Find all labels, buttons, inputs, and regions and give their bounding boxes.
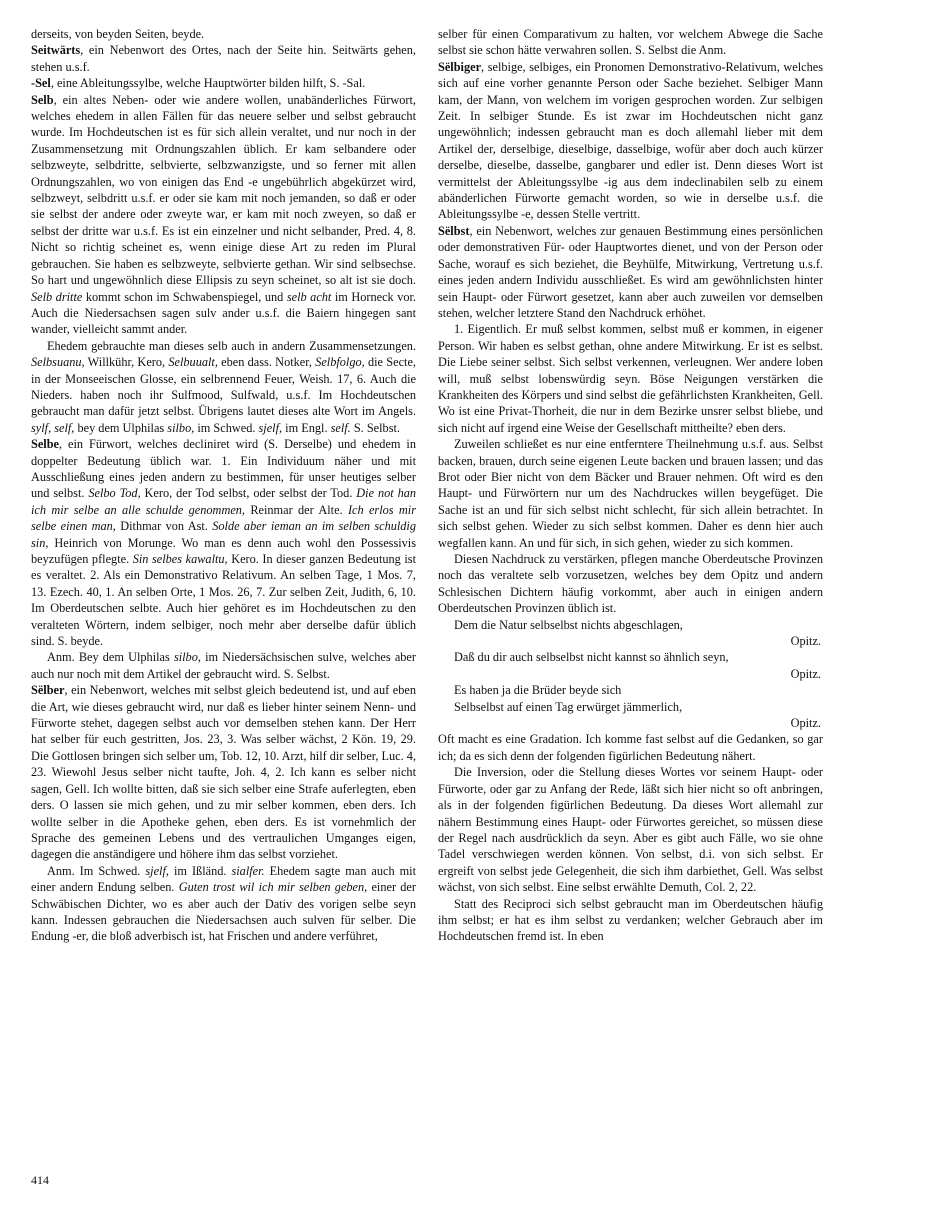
text: derseits, von beyden Seiten, beyde. — [31, 27, 205, 41]
text: bey dem Ulphilas — [74, 420, 168, 435]
entry-selbe — [31, 436, 416, 649]
verse-line: Selbselbst auf einen Tag erwürget jämmerlich, — [454, 699, 683, 714]
paragraph — [438, 26, 823, 59]
italic-quote: Die not han ich mir selbe an alle schulde genommen, — [31, 486, 417, 517]
text: Statt des Reciproci sich selbst gebraucht man im Oberdeutschen häufig ihm selbst; er hat es ihm selbst zu verdanken; welcher Gebrauch aber im Hochdeutschen fremd ist. In eben — [438, 896, 823, 944]
paragraph — [31, 26, 416, 42]
italic-quote: Sin selbes kawaltu, — [132, 552, 228, 566]
paragraph — [438, 896, 823, 945]
right-column — [438, 26, 823, 945]
italic-quote: silbo, — [167, 420, 195, 435]
verse-attribution: Opitz. — [790, 666, 821, 681]
italic-quote: Selb dritte — [31, 289, 83, 304]
text: im Niedersächsischen sulve, welches aber auch nur noch mit dem Artikel der gebraucht wird. S. Selbst. — [31, 650, 416, 681]
paragraph — [31, 863, 416, 945]
entry-text: Kero. In dieser ganzen Bedeutung ist es veraltet. 2. Als ein Demonstrativo Relativum. An selben Tage, 1 Mos. 7, 13. Ezech. 40, 1. An selben Orte, 1 Mos. 26, 7. Zur selben Zeit, Judith, 6, 10. Im Oberdeutschen selbte. Auch hier gehöret es im Hochdeutschen zu den veralteten Wörtern, indem selbiger, noch mehr aber derselbe dafür üblich sind. S. beyde. — [31, 552, 417, 649]
text: 1. Eigentlich. Er muß selbst kommen, selbst muß er kommen, in eigener Person. Wir haben es selbst gethan, ohne andere Mitwirkung. Er ist es selbst. Die Liebe seiner selbst. Sich selbst verkennen, verleugnen. Wer andere loben will, muß selbst lobenswürdig seyn. Böse Neigungen verstärken die Krankheiten des Körpers und sind selbst die gefährlichsten Krankheiten, Gell. Wo ist eine Privat-Thorheit, die nur in dem Bezirke unsrer selbst bliebe, und sich nicht auf irgend eine Weise der Gesellschaft mittheilte? eben ders. — [438, 322, 823, 435]
entry-selb — [31, 92, 416, 338]
entry-text: , ein Fürwort, welches decliniret wird (S. Derselbe) und ehedem in doppelter Bedeutung üblich war. 1. Ein Individuum näher und mit Ausschließung eines jeden andern zu bestimmen, für unser heutiges selber und selbst. — [31, 437, 416, 501]
text: Die Inversion, oder die Stellung dieses Wortes vor seinem Haupt- oder Fürworte, oder gar zu Anfang der Rede, läßt sich hier nicht so oft anbringen, als in der folgenden figürlichen Bedeutung. Da dieses Wort allemahl zur nähern Bestimmung eines Haupt- oder Fürwortes gereichet, so müssen diese der Regel nach ausdrücklich da seyn. Aber es gibt auch Fälle, wo sie ohne Tadel verschwiegen werden können. Von selbst, d.i. von sich selbst. Er ergreift von selbst jede Gelegenheit, die sich ihm darbiethet, Gell. Was selbst wächst, von sich selbst. Eine selbst erwählte Demuth, Col. 2, 22. — [438, 765, 823, 895]
text: Ehedem sagte man auch mit einer andern Endung selben. — [31, 863, 416, 895]
page-number: 414 — [31, 1173, 49, 1187]
paragraph — [31, 338, 416, 436]
italic-quote: sjelf, — [258, 420, 283, 435]
text: die Secte, in der Monseeischen Glosse, ein selbrennend Feuer, Weish. 17, 6. Auch die Nieders. haben noch ihr Sulfmood, Sulfwald, u.s.f. Im Hochdeutschen gebraucht man dafür jetzt selbst. Übrigens lautet dieses alte Wort im Angels. — [31, 355, 416, 419]
italic-quote: Selbfolgo, — [315, 355, 365, 370]
paragraph — [438, 551, 823, 617]
text: einer der Schwäbischen Dichter, wo es aber auch der Dativ des vorigen selbe seyn kann. Indessen gebrauchen die Niedersachsen auch sulven für selber. Die Endung -er, die bloß adverbisch ist, hat Frischen und andere verführet, — [31, 880, 416, 944]
text: Ehedem gebrauchte man dieses selb auch in andern Zusammensetzungen. — [47, 338, 416, 353]
verse-line: Daß du dir auch selbselbst nicht kannst so ähnlich seyn, — [454, 650, 729, 665]
text: eben dass. Notker, — [217, 355, 316, 370]
entry-text: , eine Ableitungssylbe, welche Hauptwörter bilden hilft, S. -Sal. — [50, 76, 366, 91]
text: Zuweilen schließet es nur eine entferntere Theilnehmung u.s.f. aus. Selbst backen, brauen, durch seine eigenen Leute backen und brauen lassen; und das Brot oder Bier nicht von dem Bäcker und Brauer nehmen. Oft wird es den Haupt- und Fürwörtern nur um des Nachdruckes willen beygefüget. Die Sache ist an und für sich selbst nicht schlecht, für sich allein betrachtet. In sich selbst gehen. Wieder zu sich selbst kommen. Daher es denn hier auch wegfallen kann. An und für sich, in sich gehen, wieder zu sich kommen. — [438, 437, 823, 550]
lemma-headword: -Sel — [31, 76, 51, 91]
entry-selber — [31, 682, 416, 862]
paragraph — [31, 649, 416, 682]
italic-quote: self. — [330, 420, 351, 435]
entry-selbst — [438, 223, 823, 321]
paragraph — [438, 731, 823, 764]
lemma-headword: Sëlbst — [438, 223, 470, 238]
entry-text: Kero, der Tod selbst, oder selbst der Tod. — [140, 486, 357, 501]
verse-attribution: Opitz. — [790, 634, 821, 649]
text: im Engl. — [282, 420, 331, 435]
italic-quote: Selbo Tod, — [88, 486, 141, 501]
left-column — [31, 26, 416, 945]
entry-text: , ein Nebenwort, welches mit selbst gleich bedeutend ist, und auf eben die Art, wie dieses gebraucht wird, nur daß es lieber hinter seinem Nenn- und Fürworte stehet, dagegen selbst auch vor demselben stehen kann. Der Herr hat selber für euch gestritten, Jos. 23, 3. Was selber wächst, 2 Kön. 19, 29. Die Gottlosen bringen sich selber um, Tob. 12, 10. Arzt, hilf dir selber, Luc. 4, 23. Wiewohl Jesus selber nicht taufte, Joh. 4, 2. Ich kann es selber nicht sagen, Gell. Ich wollte bitten, daß sie sich selber eine Strafe auferlegten, eben ders. O lassen sie mich gehen, und zu mir selber kommen, eben ders. Ich wollte selber in die Apotheke gehen, eben ders. Es ist vornehmlich der Sprache des gemeinen Lebens und des vertraulichen Umganges eigen, dagegen die anständigere und höhere ihm das selbst vorziehet. — [31, 683, 417, 862]
lemma-headword: Selb — [31, 92, 54, 107]
entry-text: , ein Nebenwort des Ortes, nach der Seite hin. Seitwärts gehen, stehen u.s.f. — [31, 43, 416, 74]
entry-selbiger — [438, 59, 823, 223]
verse-attribution: Opitz. — [790, 716, 821, 731]
italic-quote: sylf, self, — [31, 420, 75, 435]
text: Anm. Bey dem Ulphilas — [47, 650, 174, 665]
entry-text: , ein altes Neben- oder wie andere wollen, unabänderliches Fürwort, welches ehedem in allen Fällen für das neuere selber und selbst gebraucht wurde. Im Hochdeutschen ist es für sich allein veraltet, und nur noch in der Zusammensetzung mit Ordnungszahlen üblich. Er kam selbandere oder selbzweyte, selbdritte, selbvierte, selbzwanzigste, und so ferner mit allen Ordnungszahlen, wo von einigen das End -e ungebührlich abgekürzet wird, selbzweyt, selbdritt u.s.f. er oder sie kam mit noch jemanden, so daß er oder sie selbst der andere oder zweyte war, er kam mit noch zweyen, so daß er selbst der dritte war u.s.f. Es ist ein einzelner und nicht selbander, Pred. 4, 8. Nicht so richtig scheinet es, wenn einige diese Art zu reden im Plural gebrauchen. Sie haben es selbzweyte, selbvierte gethan. Wir sind selbsechse. So hart und ungewöhnlich diese Ellipsis zu seyn scheinet, so alt ist sie doch. — [31, 92, 416, 288]
italic-quote: silbo, — [173, 650, 201, 665]
entry-text: Dithmar von Ast. — [115, 519, 213, 534]
italic-quote: Guten trost wil ich mir selben geben, — [178, 880, 368, 895]
text: Oft macht es eine Gradation. Ich komme fast selbst auf die Gedanken, so gar ich; da es sich denn der folgenden figürlichen Bedeutung nähert. — [438, 732, 823, 763]
paragraph — [438, 764, 823, 895]
verse-line: Es haben ja die Brüder beyde sich — [454, 683, 622, 698]
text: selber für einen Comparativum zu halten, vor welchem Abwege die Sache selbst sie schon hätte verwahren sollen. S. Selbst die Anm. — [438, 27, 823, 58]
italic-quote: Selbsuanu, — [31, 355, 85, 370]
paragraph — [438, 436, 823, 551]
lemma-headword: Selbe — [31, 437, 60, 452]
entry-sel — [31, 75, 416, 91]
text: Willkühr, Kero, — [84, 355, 169, 370]
lemma-headword: Sëlber — [31, 683, 65, 698]
lemma-headword: Sëlbiger — [438, 59, 482, 74]
entry-seitwaerts — [31, 42, 416, 75]
entry-text: im Horneck vor. Auch die Niedersachsen sagen sulv ander u.s.f. die Baiern hingegen sant wander, vielleicht sammt ander. — [31, 289, 416, 337]
text: Diesen Nachdruck zu verstärken, pflegen manche Oberdeutsche Provinzen noch das veraltete selb vorzusetzen, welches bey dem Opitz und andern Schlesischen Dichtern häufig vorkommt, aber auch in einigen andern Oberdeutschen Provinzen üblich ist. — [438, 552, 823, 616]
italic-quote: Selbuualt, — [168, 355, 218, 370]
text: S. Selbst. — [350, 420, 400, 435]
entry-text: , selbige, selbiges, ein Pronomen Demonstrativo-Relativum, welches sich auf eine vorher genannte Person oder Sache beziehet. Selbiger Mann kam, der Mann, von welchem im vorigen gesprochen worden. Zur selbigen Zeit. In selbiger Stunde. Es ist zwar im Hochdeutschen nicht ganz ungewöhnlich; indessen gebraucht man es doch allemahl lieber mit dem Artikel der, derselbige, dieselbige, dasselbige, wofür aber doch auch kürzer derselbe, dieselbe, dasselbe, gangbarer und edler ist. Denn dieses Wort ist vermittelst der Ableitungssylbe -ig aus dem indeclinabilen selb zu einem abänderlichen Fürworte gemacht worden, so wie in derselbe u.s.f. die Ableitungssylbe -e, dessen Stelle vertritt. — [438, 59, 823, 222]
entry-text: kommt schon im Schwabenspiegel, und — [82, 289, 287, 304]
italic-quote: sialfer. — [231, 863, 265, 878]
text: im Schwed. — [194, 420, 259, 435]
lemma-headword: Seitwärts — [31, 43, 81, 58]
entry-text: Heinrich von Morunge. Wo man es denn auch wohl den Possessivis beyzufügen pflegte. — [31, 535, 416, 566]
entry-text: Reinmar der Alte. — [245, 502, 348, 517]
verse-line: Dem die Natur selbselbst nichts abgeschlagen, — [454, 617, 683, 632]
italic-quote: Solde aber ieman an im selben schuldig sin, — [31, 519, 416, 550]
italic-quote: sjelf, — [145, 863, 169, 878]
italic-quote: Ich erlos mir selbe einen man, — [31, 502, 416, 534]
entry-text: , ein Nebenwort, welches zur genauen Bestimmung eines persönlichen oder demonstrativen Für- oder Hauptwortes dienet, und von der Person oder Sache, worauf es sich beziehet, die Beyhülfe, Mitwirkung, Vertretung u.s.f. eines jeden andern Individu ausschließet. Es wird am gewöhnlichsten hinter sein Haupt- oder Fürwort gesetzet, kann aber auch zuweilen vor demselben stehen, welcher letztere Stand den Nachdruck erhöhet. — [438, 223, 823, 320]
paragraph — [438, 321, 823, 436]
italic-quote: selb acht — [286, 289, 332, 304]
text: Anm. Im Schwed. — [47, 863, 146, 878]
text: im Ißländ. — [168, 863, 232, 878]
